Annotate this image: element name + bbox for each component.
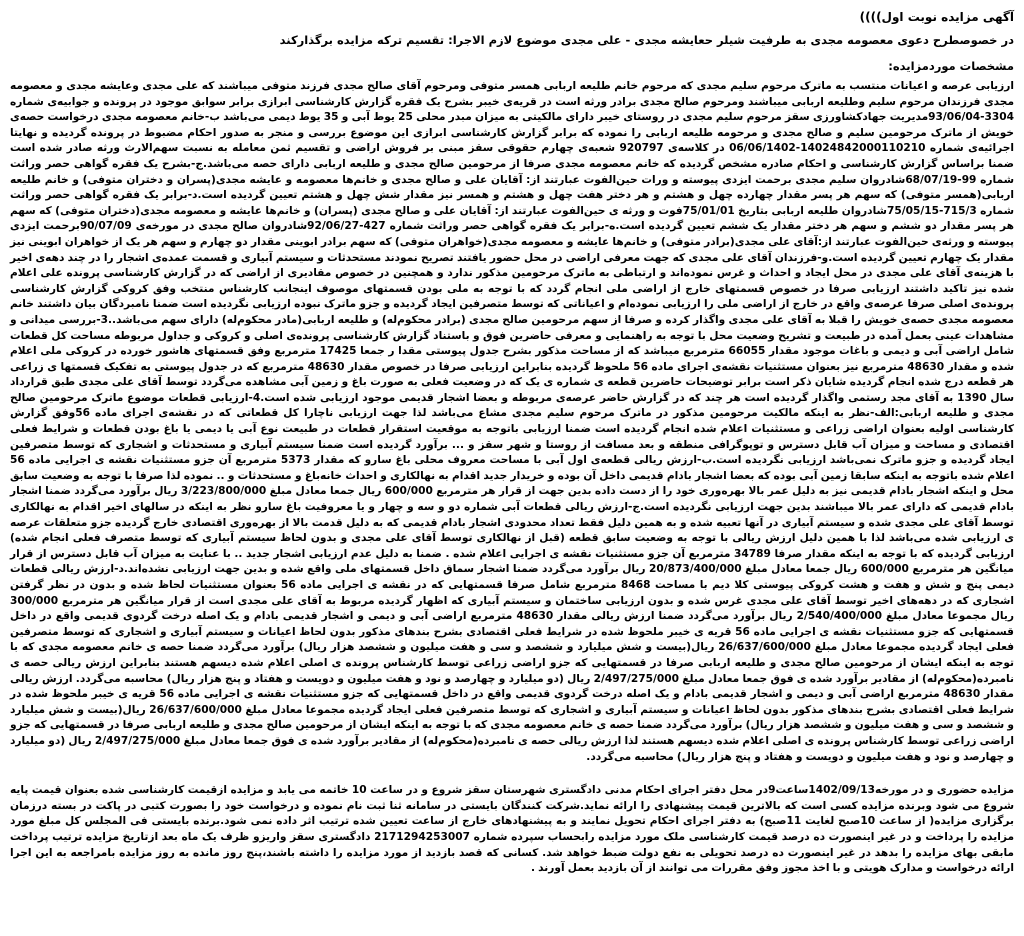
case-heading: در خصوصطرح دعوی معصومه مجدی به طرفیت شیلر حعایشه مجدی - علی مجدی موضوع لازم الاجرا: تقسیم ترکه مزایده برگذارکند [279, 33, 1014, 47]
paragraph-gap [10, 765, 1014, 783]
notice-title: آگهی مزایده نوبت اول)))) [859, 10, 1014, 24]
assessment-paragraph: ارزیابی عرصه و اعیانات منتسب به ماترک مرحوم سلیم مجدی که مرحوم خانم طلیعه اربابی همسر متوفی ومرحوم آقای صالح مجدی فرزند متوفی میباشند که علی مجدی وعایشه مجدی و معصومه مجدی فرزندان مرحوم سلیم وطلیعه اربابی میباشند ومرحوم صالح مجدی برادر ورثه است در قریه‌ی خیبر بشرح یک فقره گزارش کارشناسی ابرازی برابر سوابق موجود در پرونده و جوابیه‌ی شماره 3304-93/06/04مدیریت جهادکشاورزی سقز مرحوم سلیم مجدی در روستای خیبر دارای مالکیتی به میزان مبدر محلی 25 یوط آبی و 35 یوط دیمی می‌باشد ب-خانم معصومه مجدی درخواست حصه‌ی خویش از ماترک مرحومین سلیم و صالح مجدی و مرحومه طلیعه اربابی را نموده که برابر گزارش کارشناسی ابرازی این موضوع بررسی و منجر به صدور احکام مضبوط در پرونده گردیده و نهایتا اجرائیه‌ی شماره 14024842000110210-06/06/1402 در کلاسه‌ی 920797 شعبه‌ی چهارم حقوقی سقز مبنی بر فروش اراضی و تقسیم ثمن معامله به نسبت سهم‌الارث ورثه صادر شده است ضمنا براساس گزارش کارشناسی و احکام صادره مشخص گردیده که خانم معصومه مجدی صرفا از مرحومین صالح مجدی و طلیعه اربابی دارای حصه می‌باشد.ج-بشرح یک فقره گواهی حصر وراثت شماره 99-68/07/19شادروان سلیم مجدی برحمت ایزدی پیوسته و ورات حین‌الفوت عبارتند از: آقایان علی و صالح مجدی و خانم‌ها معصومه و عایشه مجدی(پسران و دختران متوفی) و خانم طلیعه اربابی(همسر متوفی) که سهم هر پسر مقدار چهارده چهل و هشتم و هر دختر هفت چهل و هشتم و همسر نیز مقدار شش چهل و هشتم تعیین گردیده است.د-برابر یک فقره گواهی حصر وراثت شماره 715/3-75/05/15شادروان طلیعه اربابی بتاریخ 75/01/01فوت و ورثه ی حین‌الفوت عبارتند از: آقایان علی و صالح مجدی (پسران) و خانم‌ها عایشه و معصومه مجدی(دختران متوفی) که سهم هر پسر مقدار دو ششم و سهم هر دختر مقدار یک ششم تعیین گردیده است.ه-برابر یک فقره گواهی حصر وراثت شماره 427-92/06/27شادروان صالح مجدی در مورخه‌ی 90/07/09برحمت ایزدی پیوسته و ورثه‌ی حین‌الفوت عبارتند از:آقای علی مجدی(برادر متوفی) و خانم‌ها عایشه و معصومه مجدی(خواهران متوفی) که سهم برادر ابوینی مقدار دو چهارم و سهم هر یک از خواهران ابوینی نیز مقدار یک چهارم تعیین گردیده است.و-فرزندان آقای علی مجدی که جهت معرفی اراضی در محل حضور یافتند تصریح نمودند مستحدثات و سیستم آبیاری و قسمت عمده‌ی اشجار را در چند دهه‌ی اخیر با هزینه‌ی آقای علی مجدی در محل ایجاد و احداث و غرس نموده‌اند و ارتباطی به ماترک مرحومین مذکور ندارد و همچنین در خصوص مقادیری از اراضی که در گزارش کارشناسی پرونده علی اعلام شده نیز تاکید داشتند ارزیابی صرفا در خصوص قسمتهای خارج از اراضی ملی انجام گردد که با توجه به ملی بودن قسمتهای موصوف اینجانب کارشناس منتخب وفق کروکی گزارش کارشناسی پرونده‌ی اصلی صرفا عرصه‌ی واقع در خارج از اراضی ملی را ارزیابی نموده‌ام و اعیاناتی که توسط متصرفین ایجاد گردیده و جزو ماترک نبوده ارزیابی نگردیده است ضمنا نامبردگان بیان داشتند خانم معصومه مجدی حصه‌ی خویش را قبلا به آقای علی مجدی واگذار کرده و صرفا از سهم مرحومین صالح مجدی (برادر محکوم‌له) و طلیعه اربابی(مادر محکوم‌له) دارای سهم می‌باشد..3-بررسی میدانی و مشاهدات عینی بعمل آمده در طبیعت و تشریح وضعیت محل با توجه به راهنمایی و معرفی حاضرین فوق و باستناد گزارش کارشناسی پرونده‌ی اصلی و کروکی و جداول مربوطه مساحت کل قطعات شامل اراضی آبی و دیمی و باغات موجود مقدار 66055 مترمربع میباشد که از مساحت مذکور بشرح جدول پیوستی مقدا ر جمعا 17425 مترمربع وفق قسمتهای هاشور خورده در کروکی ملی اعلام شده و مقدار 48630 مترمربع نیز بعنوان مستثنیات نقشه‌ی اجرای ماده 56 ملحوظ گردیده بنابراین ارزیابی صرفا در خصوص مقدار 48630 مترمربع که در جدول پیوستی به تفکیک قسمتها ی زراعی هر قطعه درج شده انجام گردیده شایان ذکر است برابر توضیحات حاضرین قطعه ی شماره ی یک که در وضعیت فعلی به صورت باغ و زمین آبی مشاهده می‌گردد توسط آقای علی مجدی طبق قرارداد سال 1390 به آقای مجد رستمی واگذار گردیده است هر چند که در گزارش حاضر عرصه‌ی مربوطه و بعضا اشجار قدیمی موجود ارزیابی شده است.4-ارزیابی قطعات موضوع ماترک مرحومین صالح مجدی و طلیعه اربابی:الف-نظر به اینکه مالکیت مرحومین مذکور در ماترک مرحوم سلیم مجدی مشاع می‌باشد لذا جهت ارزیابی ناچارا کل قطعاتی که در نقشه‌ی اجرای ماده 56وفق گزارش کارشناسی اولیه بعنوان اراضی زراعی و مستثنیات اعلام شده انجام گردیده است ضمنا ارزیابی باتوجه به موقعیت استقرار قطعات در طبیعت نوع آبی یا دیمی یا باغ بودن قطعات و شرایط فعلی اقتصادی و مساحت و میزان آب قابل دسترس و توپوگرافی منطقه و بعد مسافت از روستا و شهر سقز و ... برآورد گردیده است ضمنا سیستم آبیاری و مستحدثات و اشجاری که توسط متصرفین ایجاد گردیده و جزو ماترک نمی‌باشد ارزیابی نگردیده است.ب-ارزش ریالی قطعه‌ی اول آبی با مساحت معروف محلی باغ سارو که مقدار 5373 مترمربع آن جزو مستثنیات نقشه ی اجرایی ماده 56 اعلام شده باتوجه به اینکه سابقا زمین آبی بوده که بعضا اشجار بادام قدیمی داخل آن بوده و خریدار جدید اقدام به نهالکاری و احداث خانه‌باغ و مستحدثات و .. نموده لذا صرفا با توجه به وضعیت سابق محل و اینکه اشجار بادام قدیمی نیز به دلیل عمر بالا بهره‌وری خود را از دست داده بدین جهت از قرار هر مترمربع 600/000 ریال جمعا معادل مبلغ 3/223/800/000 ریال برآورد می‌گردد ضمنا اشجار بادام قدیمی که دارای عمر بالا میباشند بدین جهت ارزیابی نگردیده است.ج-ارزش ریالی قطعات آبی شماره دو و سه و چهار و یا معروفیت باغ سارو نظر به اینکه در سالهای اخیر اقدام به نهالکاری توسط آقای علی مجدی شده و سیستم آبیاری در آنها تعبیه شده و به همین دلیل فقط تعداد محدودی اشجار بادام قدیمی که به دلیل قدمت بالا از بهره‌وری اقتصادی خارج گردیده جزو متعلقات عرصه ی ارزیابی شده می‌باشد لذا با همین دلیل ارزش ریالی با توجه به وضعیت سابق قطعه (قبل از نهالکاری توسط آقای علی مجدی و بدون لحاظ سیستم آبیاری که توسط متصرف فعلی انجام شده) ارزیابی گردیده که با توجه به اینکه مقدار صرفا 34789 مترمربع آن جزو مستثنیات نقشه ی اجرایی اعلام شده . ضمنا به دلیل عدم ارزیابی اشجار جدید .. با عنایت به میزان آب قابل دسترس از قرار میانگین هر مترمربع 600/000 ریال جمعا معادل مبلغ 20/873/400/000 ریال برآورد می‌گردد ضمنا اشجار سماق داخل قسمتهای ملی واقع شده و بدین جهت ارزیابی نشده‌اند.د-ارزش ریالی قطعات دیمی پنج و شش و هفت و هشت کروکی پیوستی کلا دیم با مساحت 8468 مترمربع شامل صرفا قسمتهایی که در نقشه ی اجرایی ماده 56 بعنوان مستثنیات لحاظ شده و بدون در نظر گرفتن اشجاری که در دهه‌های اخیر توسط آقای علی مجدی غرس شده و بدون ارزیابی ساختمان و سیستم آبیاری که اظهار گردیده مربوط به آقای علی مجدی است از قرار میانگین هر مترمربع 300/000 ریال مجموعا معادل مبلغ 2/540/400/000 ریال برآورد می‌گردد ضمنا ارزش ریالی مقدار 48630 مترمربع اراضی آبی و دیمی و اشجار قدیمی بادام و یک اصله درخت گردوی قدیمی واقع در داخل قسمتهایی که جزو مستثنیات نقشه ی اجرایی ماده 56 قریه ی خیبر ملحوظ شده در شرایط فعلی اقتصادی بشرح بندهای مذکور بدون لحاظ اعیانات و سیستم آبیاری و اشجاری که توسط متصرفین فعلی ایجاد گردیده مجموعا معادل مبلغ 26/637/600/000 ریال(بیست و شش میلیارد و ششصد و سی و هفت میلیون و ششصد هزار ریال) برآورد می‌گردد ضمنا حصه ی خانم معصومه مجدی که با توجه به اینکه ایشان از مرحومین صالح مجدی و طلیعه اربابی صرفا در قسمتهایی که جزو اراضی زراعی توسط کارشناس پرونده ی اصلی اعلام شده دیسهم هستند بنابراین ارزش ریالی حصه ی نامبرده(محکوم‌له) از مقادیر برآورد شده ی فوق جمعا معادل مبلغ 2/497/275/000 ریال (دو میلیارد و چهارصد و نود و هفت میلیون و دویست و هفتاد و پنج هزار ریال) محاسبه می‌گردد. ارزش ریالی مقدار 48630 مترمربع اراضی آبی و دیمی و اشجار قدیمی بادام و یک اصله درخت گردوی قدیمی واقع در داخل قسمتهایی که جزو مستثنیات نقشه ی اجرایی ماده 56 قریه ی خیبر ملحوظ شده در شرایط فعلی اقتصادی بشرح بندهای مذکور بدون لحاظ اعیانات و سیستم آبیاری و اشجاری که توسط متصرفین فعلی ایجاد گردیده مجموعا معادل مبلغ 26/637/600/000 ریال(بیست و شش میلیارد و ششصد و سی و هفت میلیون و ششصد هزار ریال) برآورد می‌گردد ضمنا حصه ی خانم معصومه مجدی که با توجه به اینکه ایشان از مرحومین صالح مجدی و طلیعه اربابی صرفا در قسمتهایی که جزو اراضی زراعی توسط کارشناس پرونده ی اصلی اعلام شده دیسهم هستند لذا ارزش ریالی حصه ی نامبرده(محکوم‌له) از مقادیر برآورد شده ی فوق جمعا معادل مبلغ 2/497/275/000 ریال (دو میلیارد و چهارصد و نود و هفت میلیون و دویست و هفتاد و پنج هزار ریال) محاسبه می‌گردد. [10, 80, 1015, 763]
specs-subheading: مشخصات موردمزایده: [888, 59, 1014, 73]
auction-terms-paragraph: مزایده حضوری و در مورخه1402/09/13ساعت9در محل دفتر اجرای احکام مدنی دادگستری شهرستان سقز شروع و در ساعت 10 خاتمه می یابد و مزایده ازقیمت کارشناسی شده بعنوان قیمت پایه شروع می شود وبرنده مزایده کسی است که بالاترین قیمت پیشنهادی را ارائه نماید.شرکت کنندگان بایستی در سامانه ثنا ثبت نام نموده و درخواست خود را بصورت کتبی در پاکت در بسته درزمان برگزاری مزایده( از ساعت 10صبح لغایت 11صبح) به دفتر اجرای احکام تحویل نمایند و به پیشنهادهای خارج از ساعت تعیین شده ترتیب اثر داده نمی شود.برنده بایستی فی المجلس کل مبلغ مورد مزایده را پرداخت و در غیر اینصورت ده درصد قیمت کارشناسی ملک مورد مزایده رابحساب سپرده شماره 2171294253007 دادگستری سقز واریزو ظرف یک ماه بعد ازتاریخ مزایده ترتیب پرداخت مابقی بهای مزایده را بدهد در غیر اینصورت ده درصد تحویلی به نفع دولت ضبط خواهد شد. کسانی که قصد بازدید از مورد مزایده را داشته باشند،پنج روز مانده به روز مزایده بامراجعه به این اجرا ارائه درخواست و مدارک هویتی و با اخذ مجوز وفق مقررات می توانند از آن بازدید بعمل آورند . [10, 784, 1015, 875]
